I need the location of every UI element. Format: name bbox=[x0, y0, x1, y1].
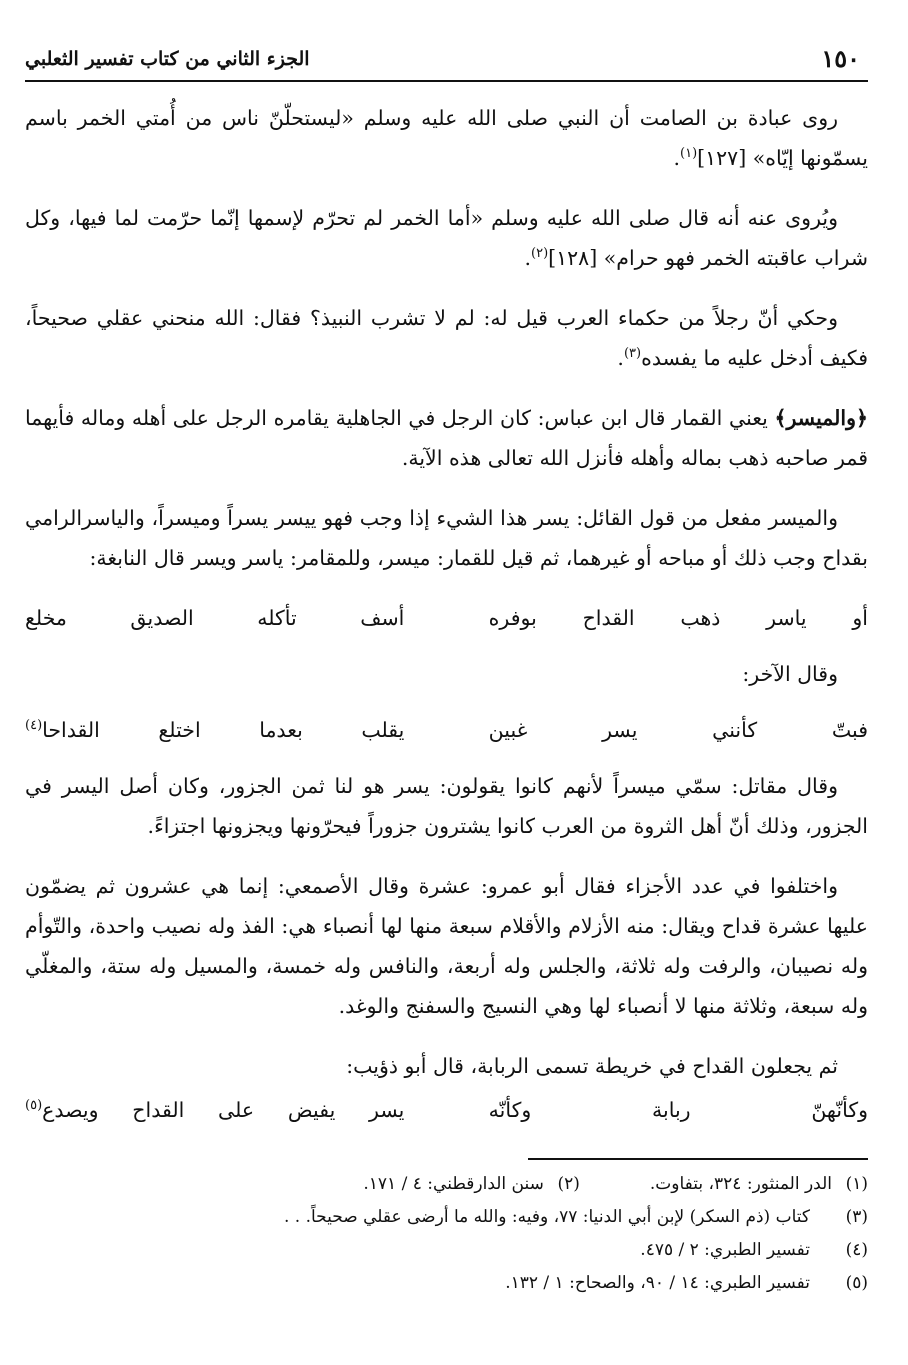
verse-second-hemistich: أسف تأكله الصديق مخلع bbox=[25, 606, 405, 630]
footnotes bbox=[25, 1168, 868, 1300]
verse-first-hemistich: فبتّ كأنني يسر غبين bbox=[488, 718, 868, 742]
verse-second-hemistich: يقلب بعدما اختلع القداحا$^{(٤)}$ bbox=[25, 718, 405, 742]
main-text bbox=[25, 98, 868, 1146]
paragraph-muqatil: وقال مقاتل: سمّي ميسراً لأنهم كانوا يقولون: يسر هو لنا ثمن الجزور، وكان أصل اليسر في الجزور، وذلك أنّ أهل الثروة من العرب كانوا يشترون جزوراً فيحرّونها ويجزونها اجتزاءً. bbox=[25, 774, 868, 838]
footnote-ref-1[interactable]: (١) bbox=[680, 146, 698, 162]
paragraph-rababa: ثم يجعلون القداح في خريطة تسمى الربابة، قال أبو ذؤيب: bbox=[346, 1054, 838, 1078]
verse-second-hemistich: يسر يفيض على القداح ويصدع$^{(٥)}$ bbox=[25, 1098, 405, 1122]
footnote-row bbox=[25, 1168, 868, 1201]
footnote-4: (٤) تفسير الطبري: ٢ / ٤٧٥. bbox=[640, 1240, 868, 1260]
header-rule bbox=[25, 80, 868, 82]
footnote-ref-2[interactable]: (٢) bbox=[531, 246, 549, 262]
verse-other bbox=[25, 710, 868, 750]
paragraph-parts: واختلفوا في عدد الأجزاء فقال أبو عمرو: عشرة وقال الأصمعي: إنما هي عشرون ثم يضمّون عليها عشرة قداح ويقال: منه الأزلام والأقلام سبعة منها لها أنصباء هي: الفذ وله نصيب واحدة، والتّوأم وله نصيبان، والرفت وله ثلاثة، والجلس وله أربعة، والنافس وله خمسة، والمسيل وله ستة، والمغلّي وله سبعة، وثلاثة منها لا أنصباء لها وهي النسيج والسفنج والوغد. bbox=[25, 874, 868, 1018]
running-title: الجزء الثاني من كتاب تفسير الثعلبي bbox=[25, 48, 310, 70]
paragraph-maysir: ﴿والميسر﴾ يعني القمار قال ابن عباس: كان الرجل في الجاهلية يقامره الرجل على أهله وماله فأيهما قمر صاحبه ذهب بماله وأهله فأنزل الله تعالى هذه الآية. bbox=[25, 406, 868, 470]
paragraph-wise-man: وحكي أنّ رجلاً من حكماء العرب قيل له: لم لا تشرب النبيذ؟ فقال: الله منحني عقلي صحيحاً، فكيف أدخل عليه ما يفسده$^{(٣)}$. bbox=[25, 306, 868, 370]
verse-nabigha bbox=[25, 598, 868, 638]
footnote-1: (١) الدر المنثور: ٣٢٤، بتفاوت. bbox=[649, 1174, 868, 1194]
label-other-poet: وقال الآخر: bbox=[742, 662, 838, 686]
footnote-ref-3[interactable]: (٣) bbox=[623, 346, 642, 362]
paragraph-hadith-2: ويُروى عنه أنه قال صلى الله عليه وسلم «أما الخمر لم تحرّم لإسمها إنّما حرّمت لما فيها، وكل شراب عاقبته الخمر فهو حرام» [١٢٨]$^{(٢)}$. bbox=[25, 206, 868, 270]
paragraph-hadith-1: روى عبادة بن الصامت أن النبي صلى الله عليه وسلم «ليستحلّنّ ناس من أُمتي الخمر باسم يسمّونها إيّاه» [١٢٧]$^{(١)}$. bbox=[25, 106, 868, 170]
footnote-separator bbox=[528, 1158, 868, 1160]
footnote-5: (٥) تفسير الطبري: ١٤ / ٩٠، والصحاح: ١ / ١٣٢. bbox=[505, 1273, 868, 1293]
footnote-ref-5[interactable]: (٥) bbox=[25, 1098, 43, 1114]
verse-first-hemistich: أو ياسر ذهب القداح بوفره bbox=[488, 606, 868, 630]
page-header bbox=[25, 42, 868, 78]
footnote-ref-4[interactable]: (٤) bbox=[25, 718, 43, 734]
paragraph-maysir-definition: والميسر مفعل من قول القائل: يسر هذا الشيء إذا وجب فهو ييسر يسراً وميسراً، والياسرالرامي بقداح وجب ذلك أو مباحه أو غيرهما، ثم قيل للقمار: ميسر، وللمقامر: ياسر ويسر قال النابغة: bbox=[25, 506, 868, 570]
quranic-keyword: ﴿والميسر﴾ bbox=[774, 406, 868, 430]
page-number: ١٥٠ bbox=[821, 44, 860, 73]
footnote-3: (٣) كتاب (ذم السكر) لإبن أبي الدنيا: ٧٧، وفيه: والله ما أرضى عقلي صحيحاً. . . bbox=[283, 1207, 868, 1227]
verse-abu-dhuayb bbox=[25, 1090, 868, 1130]
verse-first-hemistich: وكأنّهنّ ربابة وكأنّه bbox=[488, 1098, 868, 1122]
footnote-2: (٢) سنن الدارقطني: ٤ / ١٧١. bbox=[363, 1174, 580, 1194]
